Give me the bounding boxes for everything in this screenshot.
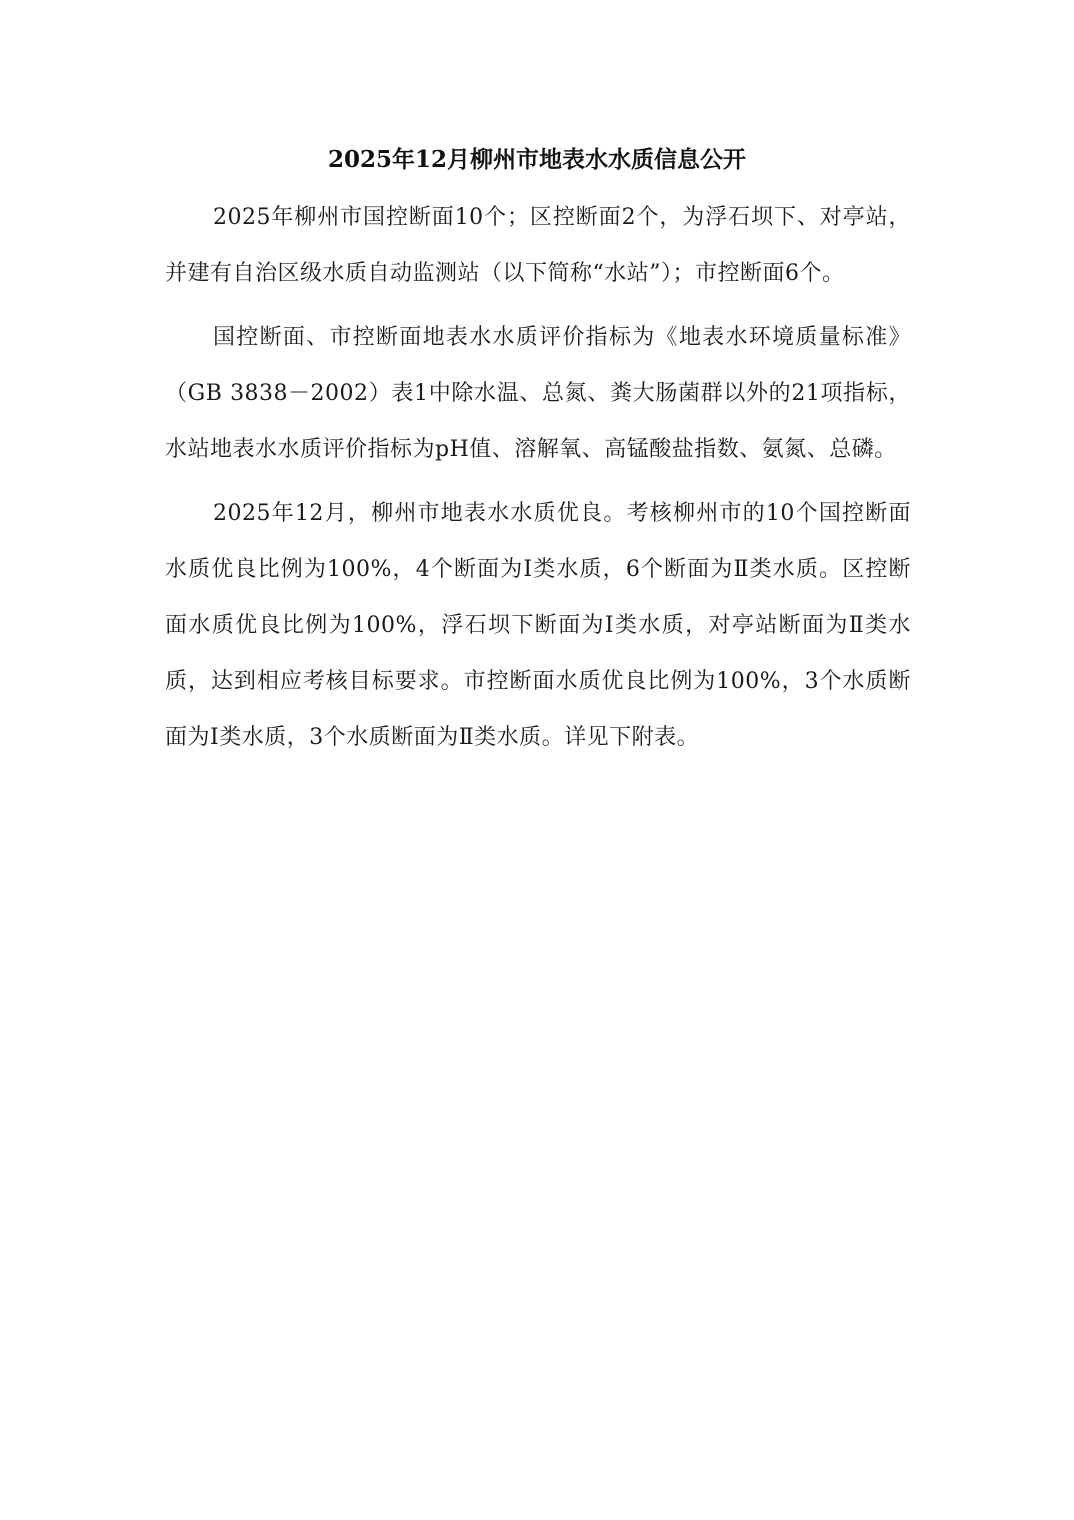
document-title: 2025年12月柳州市地表水水质信息公开 — [327, 146, 747, 173]
paragraph-water-quality-results: 2025年12月，柳州市地表水水质优良。考核柳州市的10个国控断面水质优良比例为100%，4个断面为Ⅰ类水质，6个断面为Ⅱ类水质。区控断面水质优良比例为100%，浮石坝下断面为Ⅰ类水质，对亭站断面为Ⅱ类水质，达到相应考核目标要求。市控断面水质优良比例为100%，3个水质断面为Ⅰ类水质，3个水质断面为Ⅱ类水质。详见下附表。 — [165, 501, 911, 750]
document-body — [165, 190, 911, 774]
paragraph-evaluation-indicators: 国控断面、市控断面地表水水质评价指标为《地表水环境质量标准》（GB 3838－2002）表1中除水温、总氮、粪大肠菌群以外的21项指标，水站地表水水质评价指标为pH值、溶解氧、高锰酸盐指数、氨氮、总磷。 — [165, 325, 911, 462]
paragraph-monitoring-sections: 2025年柳州市国控断面10个；区控断面2个，为浮石坝下、对亭站，并建有自治区级水质自动监测站（以下简称“水站”）；市控断面6个。 — [165, 205, 911, 286]
